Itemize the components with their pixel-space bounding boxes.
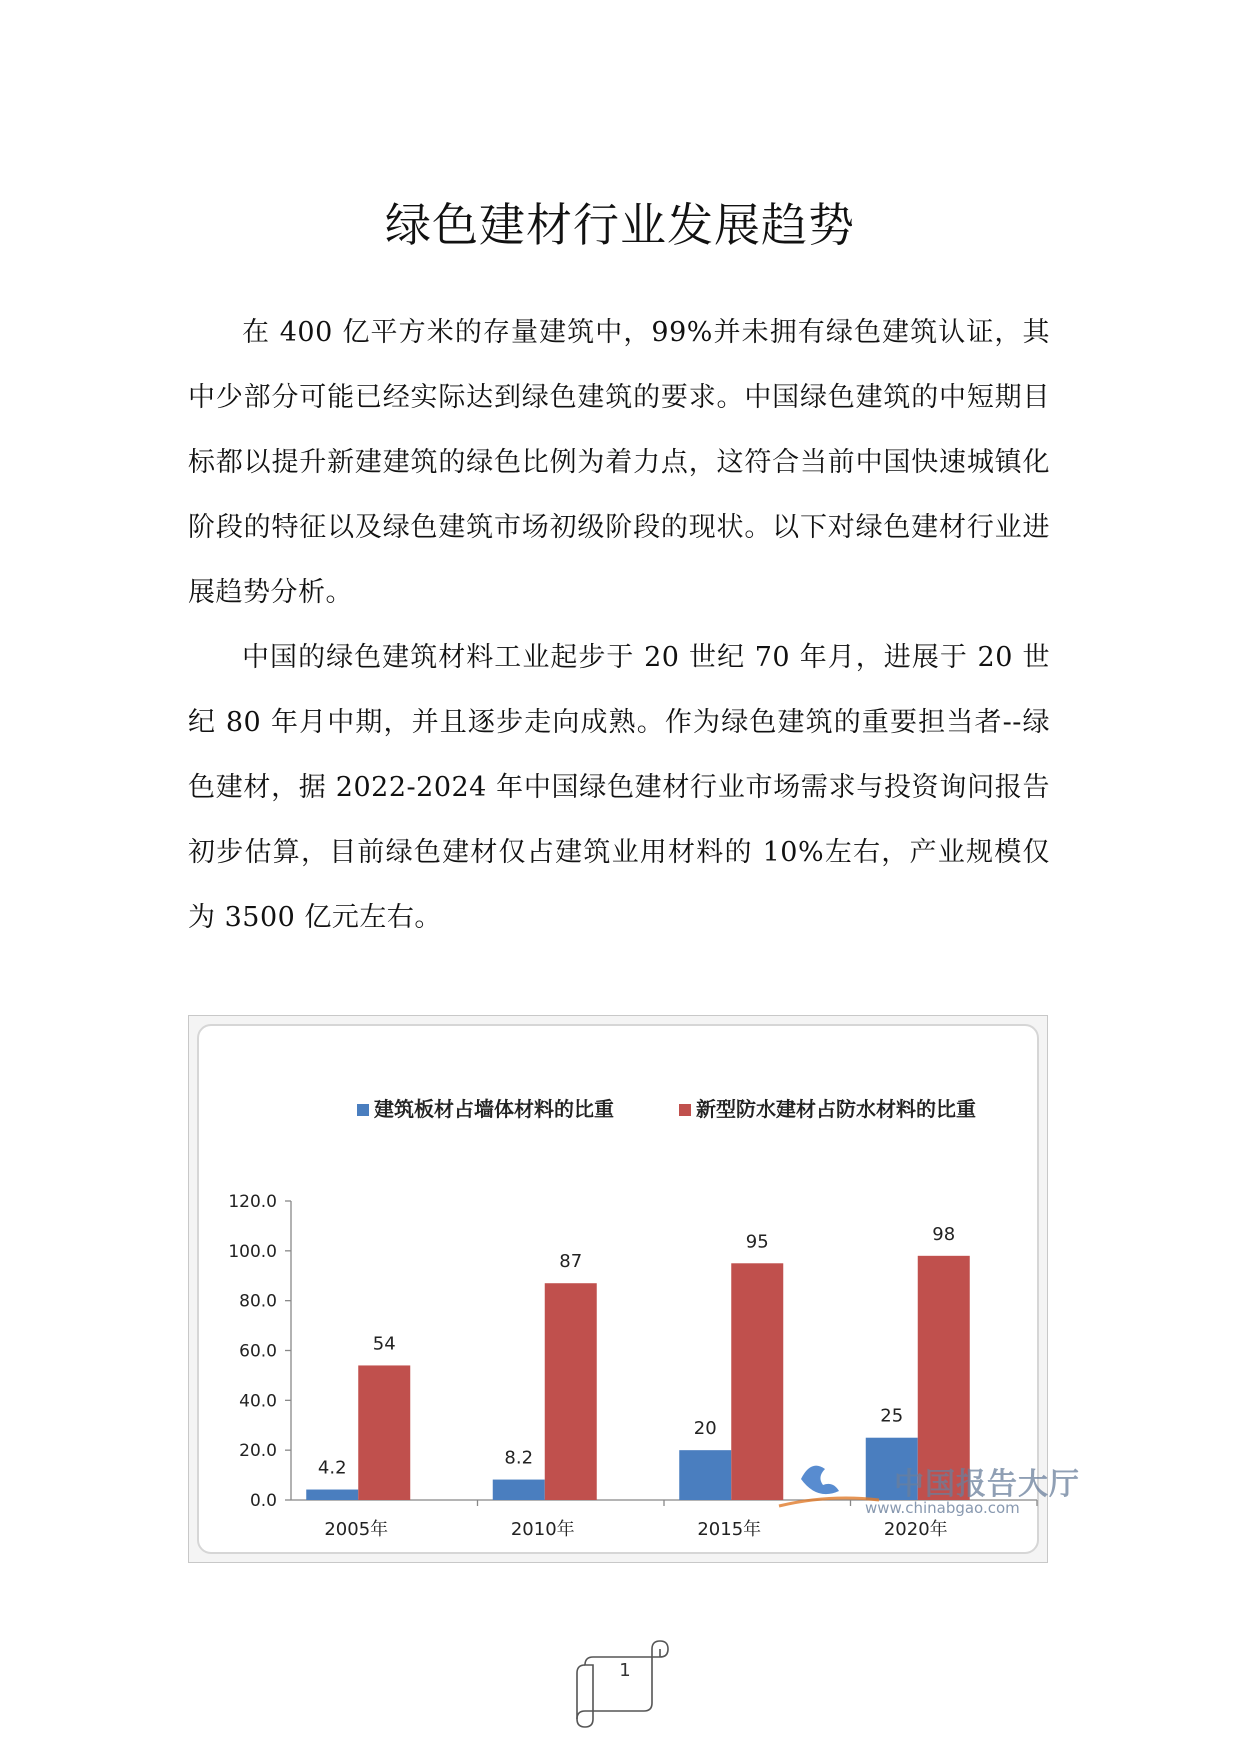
data-label: 87 [559, 1251, 583, 1273]
bar-waterproof-share [358, 1365, 410, 1500]
x-tick-label: 2020年 [883, 1519, 948, 1540]
bar-waterproof-share [545, 1283, 597, 1500]
legend-swatch [679, 1104, 691, 1116]
legend-swatch [357, 1104, 369, 1116]
x-tick-label: 2005年 [324, 1519, 389, 1540]
bar-waterproof-share [918, 1256, 970, 1500]
data-label: 8.2 [504, 1447, 534, 1469]
body-paragraph-2: 中国的绿色建筑材料工业起步于 20 世纪 70 年月，进展于 20 世纪 80 年月中期，并且逐步走向成熟。作为绿色建筑的重要担当者--绿色建材，据 2022-2024 年中国绿色建材行业市场需求与投资询问报告初步估算，目前绿色建材仅占建筑业用材料的 10%左右，产业规模仅为 3500 亿元左右。 [188, 642, 1050, 933]
y-tick-label: 60.0 [239, 1341, 277, 1362]
data-label: 25 [880, 1405, 904, 1427]
data-label: 98 [932, 1223, 956, 1245]
x-tick-label: 2015年 [697, 1519, 762, 1540]
legend-label: 新型防水建材占防水材料的比重 [696, 1097, 976, 1121]
x-tick-label: 2010年 [510, 1519, 575, 1540]
bar-board-share [679, 1450, 731, 1500]
data-label: 20 [693, 1418, 717, 1440]
data-label: 4.2 [317, 1457, 347, 1479]
y-tick-label: 80.0 [239, 1291, 277, 1312]
page-number: 1 [619, 1660, 631, 1681]
watermark-swoosh [779, 1498, 879, 1506]
legend-label: 建筑板材占墙体材料的比重 [374, 1097, 614, 1121]
y-tick-label: 0.0 [249, 1491, 277, 1511]
page-title: 绿色建材行业发展趋势 [385, 198, 855, 252]
watermark-logo [801, 1466, 839, 1494]
y-tick-label: 20.0 [239, 1441, 277, 1462]
bar-board-share [306, 1490, 358, 1500]
y-tick-label: 120.0 [228, 1192, 277, 1212]
bar-board-share [493, 1480, 545, 1500]
watermark-text: 中国报告大厅 [894, 1467, 1080, 1502]
data-label: 54 [372, 1333, 396, 1355]
y-tick-label: 40.0 [239, 1391, 277, 1412]
y-tick-label: 100.0 [228, 1241, 277, 1262]
bar-chart [189, 1016, 1080, 1564]
bar-waterproof-share [731, 1263, 783, 1500]
body-paragraph-1: 在 400 亿平方米的存量建筑中，99%并未拥有绿色建筑认证，其中少部分可能已经实际达到绿色建筑的要求。中国绿色建筑的中短期目标都以提升新建建筑的绿色比例为着力点，这符合当前中国快速城镇化阶段的特征以及绿色建筑市场初级阶段的现状。以下对绿色建材行业进展趋势分析。 [188, 317, 1050, 608]
chart-figure [188, 1015, 1080, 1563]
data-label: 95 [745, 1231, 769, 1253]
watermark-url: www.chinabgao.com [865, 1499, 1020, 1517]
scroll-icon [565, 1635, 680, 1730]
